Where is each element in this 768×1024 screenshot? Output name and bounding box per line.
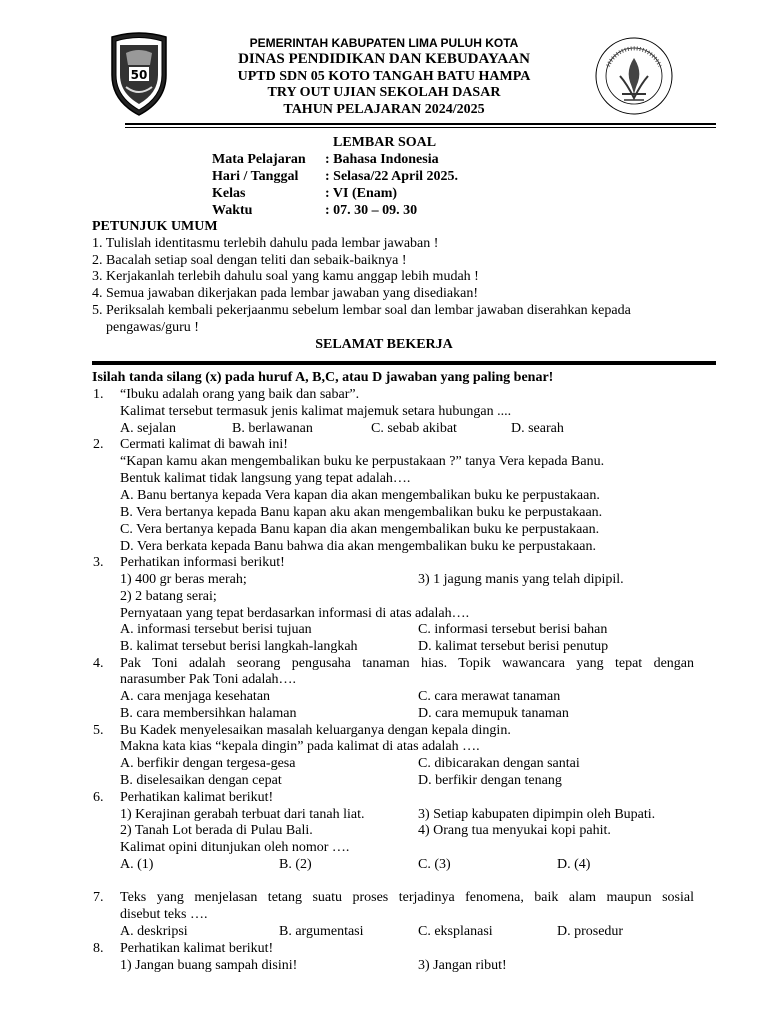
answer-option[interactable]: B. diselesaikan dengan cepat bbox=[120, 773, 282, 788]
answer-option[interactable]: D. (4) bbox=[557, 857, 591, 872]
question-prompt: Pernyataan yang tepat berdasarkan informasi di atas adalah…. bbox=[120, 606, 470, 621]
question-text: Cermati kalimat di bawah ini! bbox=[120, 437, 288, 452]
answer-option[interactable]: A. berfikir dengan tergesa-gesa bbox=[120, 756, 296, 771]
question-number: 6. bbox=[93, 790, 104, 805]
instruction-item-continued: pengawas/guru ! bbox=[106, 320, 199, 335]
statement-item: 3) Setiap kabupaten dipimpin oleh Bupati. bbox=[418, 807, 656, 822]
instruction-item: 2. Bacalah setiap soal dengan teliti dan sebaik-baiknya ! bbox=[92, 253, 407, 268]
question-number: 8. bbox=[93, 941, 104, 956]
question-text: narasumber Pak Toni adalah…. bbox=[120, 672, 297, 687]
question-number: 1. bbox=[93, 387, 104, 402]
question-prompt: Kalimat opini ditunjukan oleh nomor …. bbox=[120, 840, 350, 855]
statement-item: 3) Jangan ribut! bbox=[418, 958, 507, 973]
answer-option[interactable]: A. cara menjaga kesehatan bbox=[120, 689, 271, 704]
question-text: Perhatikan kalimat berikut! bbox=[120, 790, 274, 805]
question-text: Bu Kadek menyelesaikan masalah keluarganya dengan kepala dingin. bbox=[120, 723, 511, 738]
question-number: 4. bbox=[93, 656, 104, 671]
answer-option[interactable]: C. informasi tersebut berisi bahan bbox=[418, 622, 608, 637]
statement-item: 4) Orang tua menyukai kopi pahit. bbox=[418, 823, 611, 838]
directive: Isilah tanda silang (x) pada huruf A, B,C, atau D jawaban yang paling benar! bbox=[92, 370, 554, 385]
question-text: Makna kata kias “kepala dingin” pada kalimat di atas adalah …. bbox=[120, 739, 480, 754]
exam-name: TRY OUT UJIAN SEKOLAH DASAR bbox=[267, 85, 501, 100]
question-text: Kalimat tersebut termasuk jenis kalimat majemuk setara hubungan .... bbox=[120, 404, 512, 419]
info-item: 1) 400 gr beras merah; bbox=[120, 572, 247, 587]
answer-option[interactable]: A. Banu bertanya kepada Vera kapan dia akan mengembalikan buku ke perpustakaan. bbox=[120, 488, 600, 503]
answer-option[interactable]: D. searah bbox=[511, 421, 564, 436]
agency-name: DINAS PENDIDIKAN DAN KEBUDAYAAN bbox=[238, 51, 530, 67]
answer-option[interactable]: C. (3) bbox=[418, 857, 451, 872]
info-label: Kelas bbox=[212, 186, 246, 201]
question-number: 5. bbox=[93, 723, 104, 738]
info-value: : 07. 30 – 09. 30 bbox=[325, 203, 418, 218]
answer-option[interactable]: B. cara membersihkan halaman bbox=[120, 706, 297, 721]
answer-option[interactable]: A. deskripsi bbox=[120, 924, 188, 939]
info-value: : VI (Enam) bbox=[325, 186, 398, 201]
statement-item: 1) Kerajinan gerabah terbuat dari tanah liat. bbox=[120, 807, 365, 822]
question-text: Teks yang menjelasan tetang suatu proses terjadinya fenomena, baik alam maupun sosial bbox=[120, 890, 694, 905]
info-label: Waktu bbox=[212, 203, 253, 218]
answer-option[interactable]: B. (2) bbox=[279, 857, 312, 872]
answer-option[interactable]: B. berlawanan bbox=[232, 421, 313, 436]
instruction-item: 3. Kerjakanlah terlebih dahulu soal yang kamu anggap lebih mudah ! bbox=[92, 269, 479, 284]
emblem-number: 50 bbox=[130, 68, 148, 82]
info-item: 3) 1 jagung manis yang telah dipipil. bbox=[418, 572, 624, 587]
answer-option[interactable]: B. argumentasi bbox=[279, 924, 364, 939]
question-text: “Ibuku adalah orang yang baik dan sabar”. bbox=[120, 387, 360, 402]
instruction-item: 1. Tulislah identitasmu terlebih dahulu pada lembar jawaban ! bbox=[92, 236, 439, 251]
question-text: disebut teks …. bbox=[120, 907, 208, 922]
question-text: “Kapan kamu akan mengembalikan buku ke perpustakaan ?” tanya Vera kepada Banu. bbox=[120, 454, 605, 469]
instruction-item: 5. Periksalah kembali pekerjaanmu sebelum lembar soal dan lembar jawaban diserahkan kepada bbox=[92, 303, 631, 318]
info-value: : Selasa/22 April 2025. bbox=[325, 169, 459, 184]
header-rule-thin bbox=[125, 127, 716, 128]
school-year: TAHUN PELAJARAN 2024/2025 bbox=[283, 102, 485, 117]
statement-item: 2) Tanah Lot berada di Pulau Bali. bbox=[120, 823, 313, 838]
header-rule-thick bbox=[125, 123, 716, 125]
question-number: 7. bbox=[93, 890, 104, 905]
question-number: 2. bbox=[93, 437, 104, 452]
answer-option[interactable]: C. dibicarakan dengan santai bbox=[418, 756, 580, 771]
answer-option[interactable]: B. Vera bertanya kepada Banu kapan aku akan mengembalikan buku ke perpustakaan. bbox=[120, 505, 603, 520]
info-item: 2) 2 batang serai; bbox=[120, 589, 217, 604]
sheet-title: LEMBAR SOAL bbox=[333, 135, 437, 150]
answer-option[interactable]: C. eksplanasi bbox=[418, 924, 493, 939]
answer-option[interactable]: C. cara merawat tanaman bbox=[418, 689, 561, 704]
answer-option[interactable]: D. Vera berkata kepada Banu bahwa dia akan mengembalikan buku ke perpustakaan. bbox=[120, 539, 596, 554]
info-value: : Bahasa Indonesia bbox=[325, 152, 439, 167]
answer-option[interactable]: C. Vera bertanya kepada Banu kapan dia akan mengembalikan buku ke perpustakaan. bbox=[120, 522, 600, 537]
answer-option[interactable]: A. sejalan bbox=[120, 421, 176, 436]
statement-item: 1) Jangan buang sampah disini! bbox=[120, 958, 298, 973]
info-label: Mata Pelajaran bbox=[212, 152, 306, 167]
answer-option[interactable]: B. kalimat tersebut berisi langkah-langkah bbox=[120, 639, 358, 654]
government-name: PEMERINTAH KABUPATEN LIMA PULUH KOTA bbox=[249, 36, 519, 50]
answer-option[interactable]: A. (1) bbox=[120, 857, 154, 872]
answer-option[interactable]: D. kalimat tersebut berisi penutup bbox=[418, 639, 609, 654]
instruction-item: 4. Semua jawaban dikerjakan pada lembar jawaban yang disediakan! bbox=[92, 286, 479, 301]
instructions-title: PETUNJUK UMUM bbox=[92, 219, 218, 234]
closing-greeting: SELAMAT BEKERJA bbox=[315, 337, 453, 352]
question-text: Perhatikan kalimat berikut! bbox=[120, 941, 274, 956]
answer-option[interactable]: D. prosedur bbox=[557, 924, 624, 939]
answer-option[interactable]: D. berfikir dengan tenang bbox=[418, 773, 562, 788]
answer-option[interactable]: C. sebab akibat bbox=[371, 421, 457, 436]
question-text: Bentuk kalimat tidak langsung yang tepat adalah…. bbox=[120, 471, 411, 486]
question-text: Pak Toni adalah seorang pengusaha tanaman hias. Topik wawancara yang tepat dengan bbox=[120, 656, 694, 671]
answer-option[interactable]: D. cara memupuk tanaman bbox=[418, 706, 569, 721]
section-divider bbox=[92, 361, 716, 365]
answer-option[interactable]: A. informasi tersebut berisi tujuan bbox=[120, 622, 312, 637]
info-label: Hari / Tanggal bbox=[212, 169, 299, 184]
school-name: UPTD SDN 05 KOTO TANGAH BATU HAMPA bbox=[237, 69, 531, 84]
question-number: 3. bbox=[93, 555, 104, 570]
question-text: Perhatikan informasi berikut! bbox=[120, 555, 285, 570]
